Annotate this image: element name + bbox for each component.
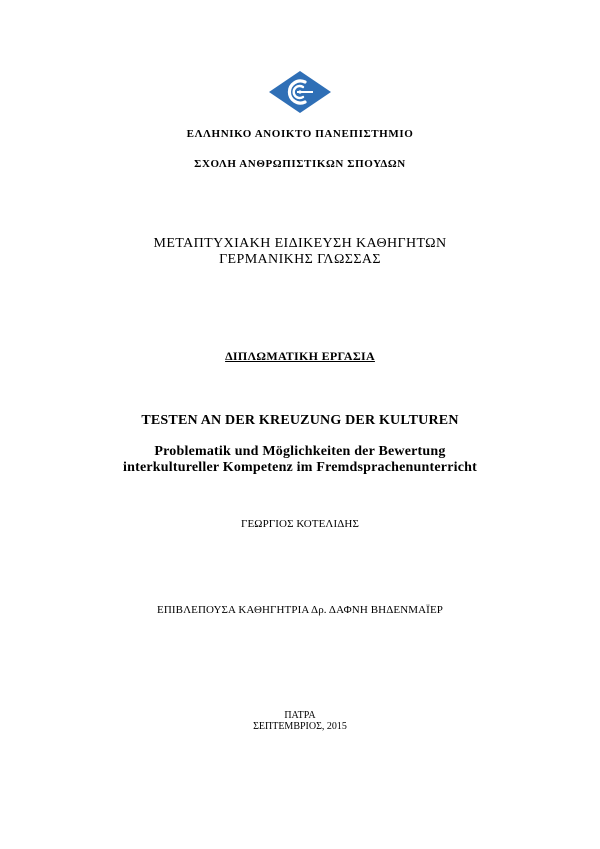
program-name-line-2: ΓΕΡΜΑΝΙΚΗΣ ΓΛΩΣΣΑΣ [219, 252, 381, 267]
supervisor-line: ΕΠΙΒΛΕΠΟΥΣΑ ΚΑΘΗΓΗΤΡΙΑ Δρ. ΔΑΦΝΗ ΒΗΔΕΝΜΑΪΕΡ [157, 604, 443, 616]
author-name: ΓΕΩΡΓΙΟΣ ΚΟΤΕΛΙΔΗΣ [241, 518, 359, 530]
university-logo-icon [267, 70, 333, 114]
school-name: ΣΧΟΛΗ ΑΝΘΡΩΠΙΣΤΙΚΩΝ ΣΠΟΥΔΩΝ [194, 158, 406, 170]
thesis-title: TESTEN AN DER KREUZUNG DER KULTUREN [141, 413, 459, 428]
university-name: ΕΛΛΗΝΙΚΟ ΑΝΟΙΚΤΟ ΠΑΝΕΠΙΣΤΗΜΙΟ [186, 128, 414, 140]
thesis-subtitle-line-2: interkultureller Kompetenz im Fremdsprachenunterricht [123, 460, 477, 475]
thesis-subtitle-line-1: Problematik und Möglichkeiten der Bewertung [154, 444, 446, 459]
thesis-type-heading: ΔΙΠΛΩΜΑΤΙΚΗ ΕΡΓΑΣΙΑ [225, 349, 375, 363]
submission-date: ΣΕΠΤΕΜΒΡΙΟΣ, 2015 [253, 721, 347, 732]
city: ΠΑΤΡΑ [284, 710, 316, 721]
program-name-line-1: ΜΕΤΑΠΤΥΧΙΑΚΗ ΕΙΔΙΚΕΥΣΗ ΚΑΘΗΓΗΤΩΝ [153, 236, 447, 251]
